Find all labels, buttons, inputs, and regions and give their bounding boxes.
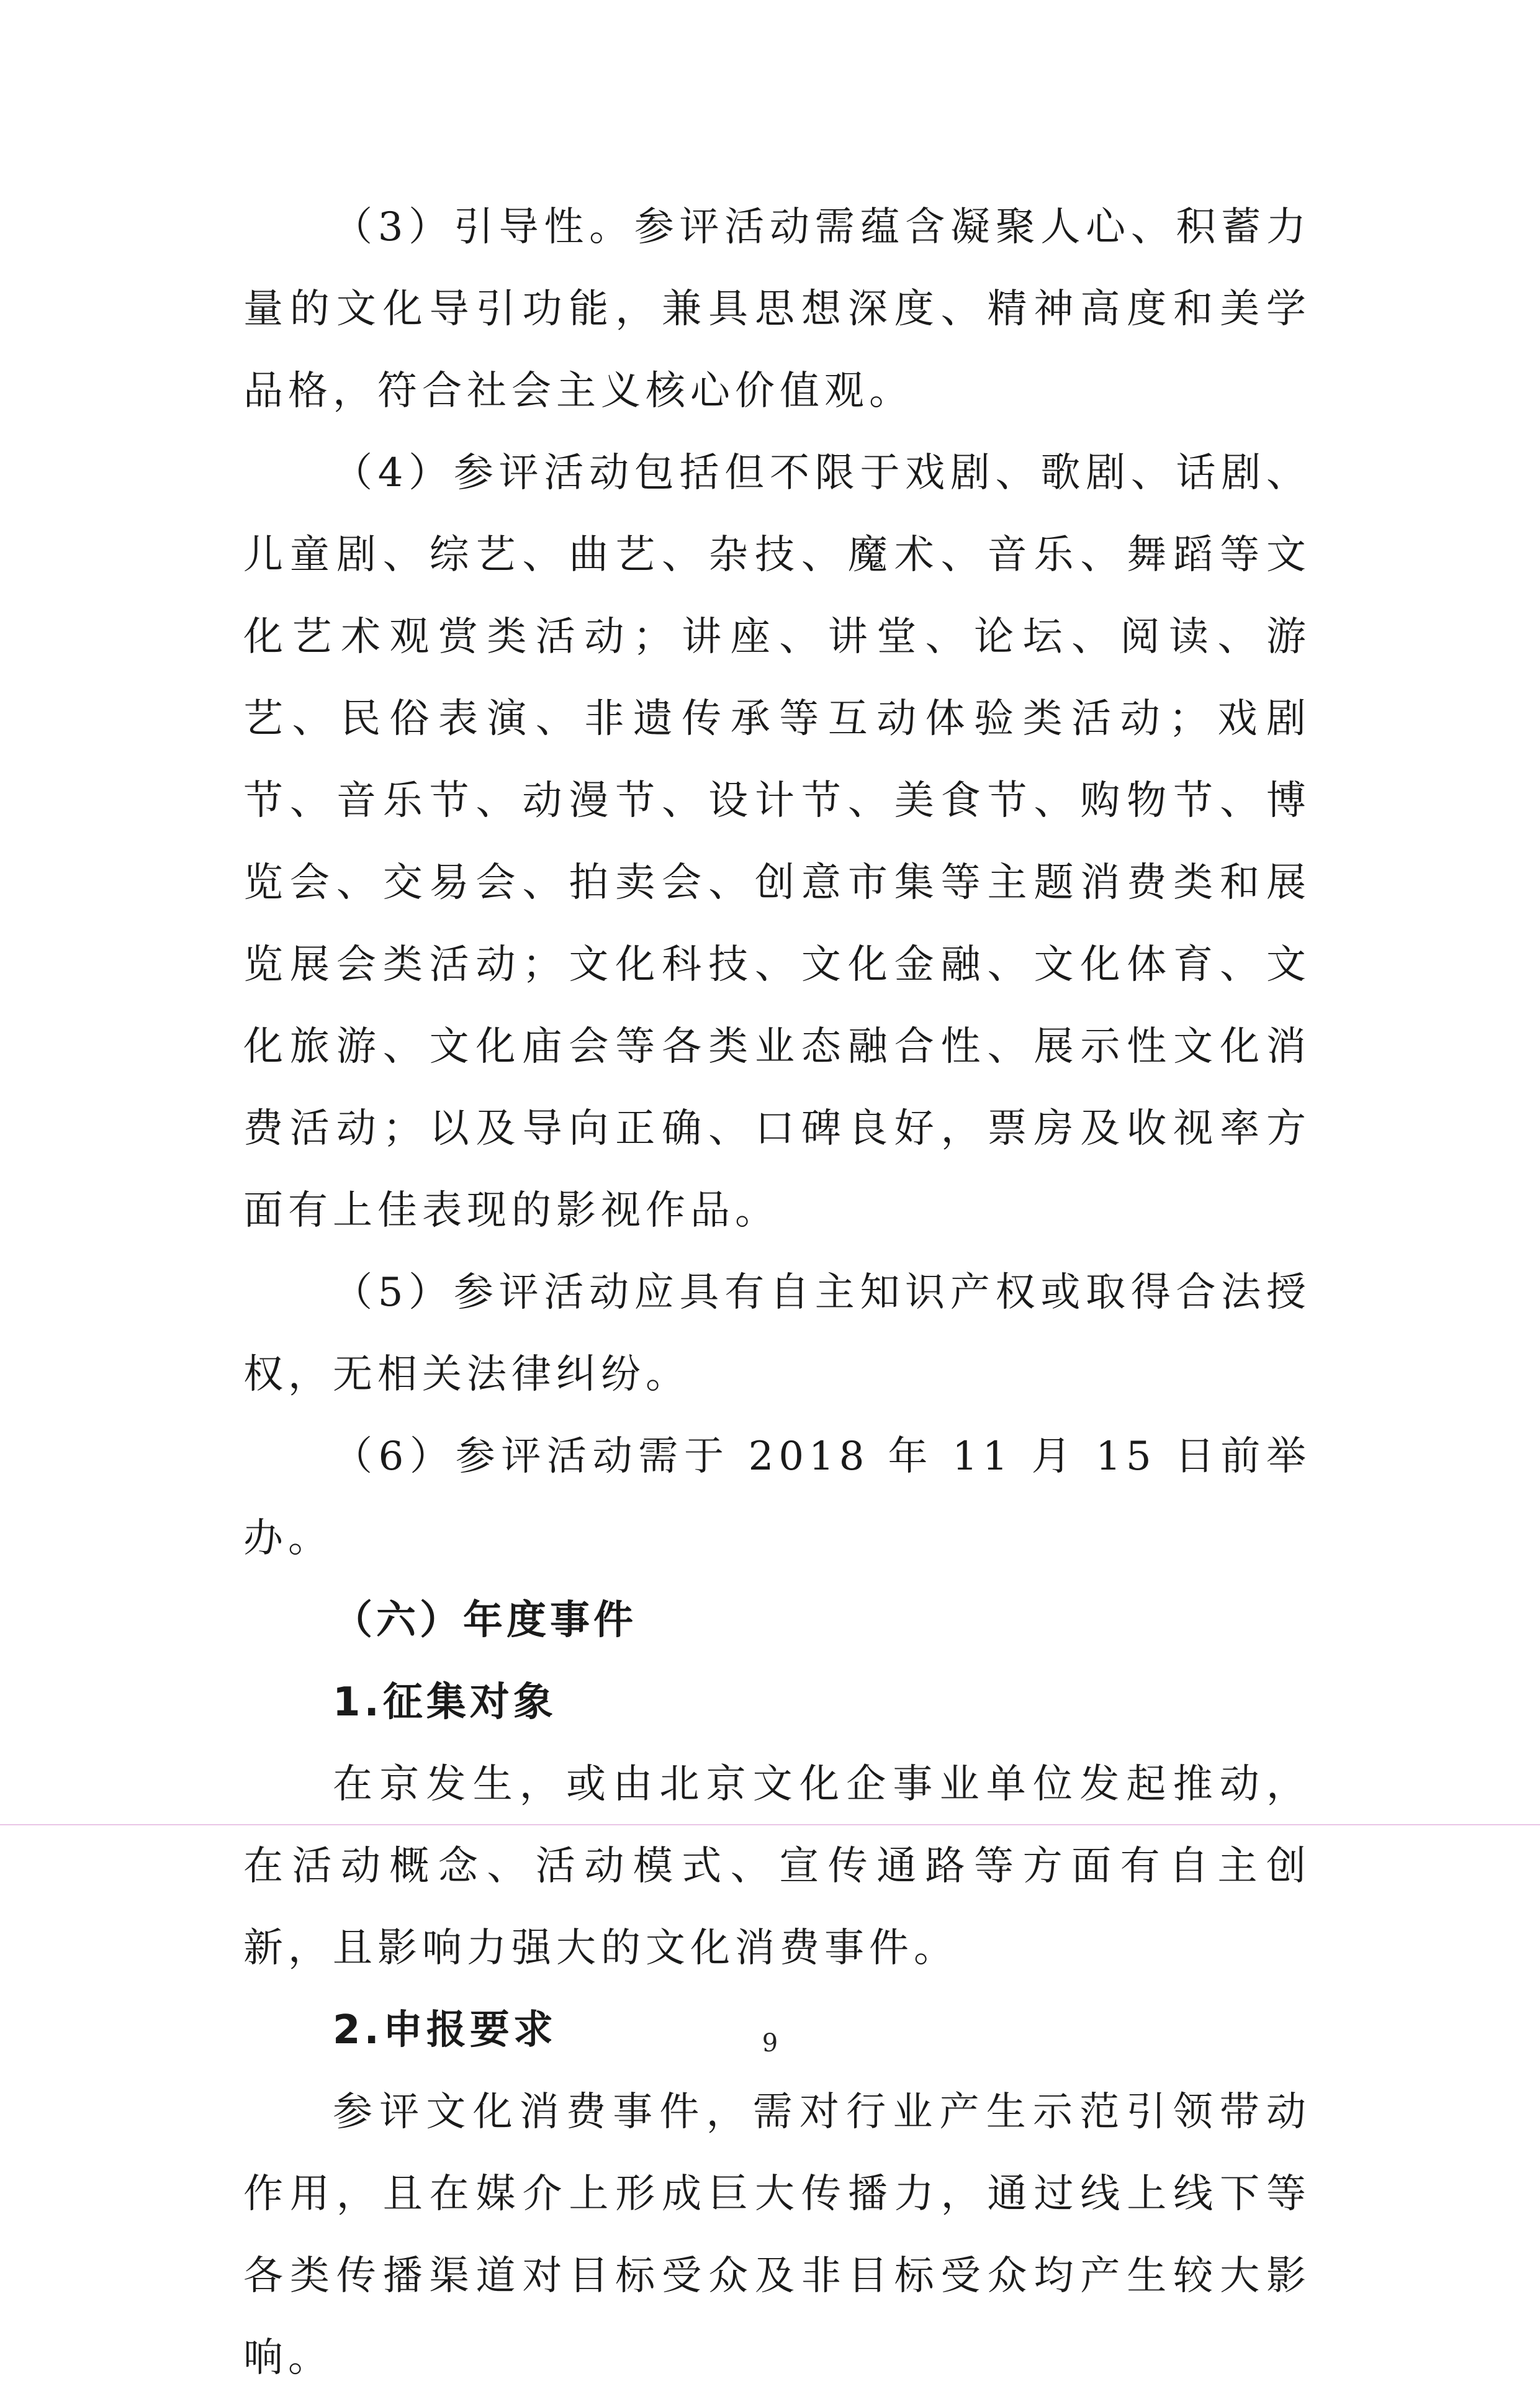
paragraph-deadline: （6）参评活动需于 2018 年 11 月 15 日前举办。 <box>243 1434 1311 1561</box>
paragraph-application-requirements: 参评文化消费事件，需对行业产生示范引领带动作用，且在媒介上形成巨大传播力，通过线上线下等各类传播渠道对目标受众及非目标受众均产生较大影响。 <box>243 2089 1311 2381</box>
paragraph-collection-target: 在京发生，或由北京文化企事业单位发起推动，在活动概念、活动模式、宣传通路等方面有自主创新，且影响力强大的文化消费事件。 <box>243 1761 1311 1971</box>
document-body <box>243 186 1311 2399</box>
paragraph-guidance: （3）引导性。参评活动需蕴含凝聚人心、积蓄力量的文化导引功能，兼具思想深度、精神高度和美学品格，符合社会主义核心价值观。 <box>243 204 1311 414</box>
section-heading-annual-events: （六）年度事件 <box>333 1597 637 1643</box>
subheading-application-requirements: 2.申报要求 <box>333 2007 557 2053</box>
paragraph-ip-rights: （5）参评活动应具有自主知识产权或取得合法授权，无相关法律纠纷。 <box>243 1270 1311 1398</box>
paragraph-activity-scope: （4）参评活动包括但不限于戏剧、歌剧、话剧、儿童剧、综艺、曲艺、杂技、魔术、音乐、舞蹈等文化艺术观赏类活动；讲座、讲堂、论坛、阅读、游艺、民俗表演、非遗传承等互动体验类活动；戏剧节、音乐节、动漫节、设计节、美食节、购物节、博览会、交易会、拍卖会、创意市集等主题消费类和展览展会类活动；文化科技、文化金融、文化体育、文化旅游、文化庙会等各类业态融合性、展示性文化消费活动；以及导向正确、口碑良好，票房及收视率方面有上佳表现的影视作品。 <box>243 450 1311 1234</box>
page-number: 9 <box>762 2029 778 2058</box>
subheading-collection-target: 1.征集对象 <box>333 1679 557 1725</box>
scan-crop-line <box>0 1824 1540 1825</box>
